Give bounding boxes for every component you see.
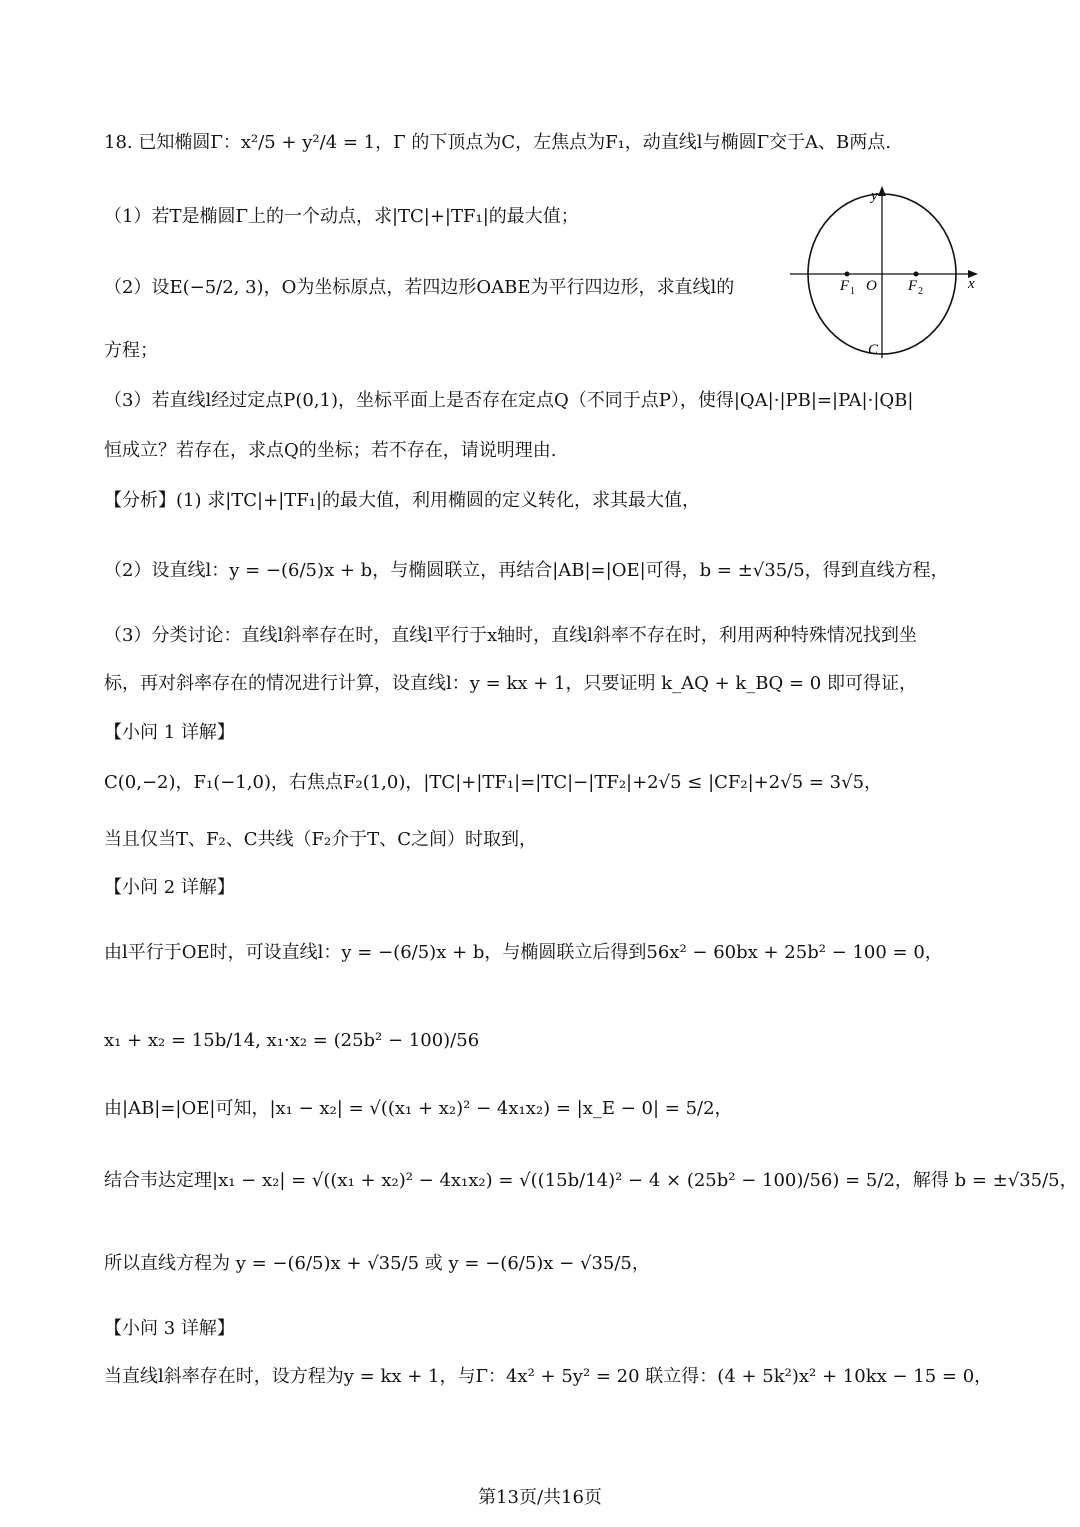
f2-label: F (908, 278, 918, 294)
analysis-1: 【分析】(1) 求|TC|+|TF₁|的最大值，利用椭圆的定义转化，求其最大值， (104, 490, 701, 511)
problem-q2a: （2）设E(−5/2, 3)，O为坐标原点，若四边形OABE为平行四边形，求直线l的 (104, 277, 735, 298)
solution-2-line-4: 结合韦达定理|x₁ − x₂| = √((x₁ + x₂)² − 4x₁x₂) = √((15b/14)² − 4 × (25b² − 100)/56) = 5/2，解得 b = ±√35/5， (104, 1170, 1078, 1191)
problem-intro: 18. 已知椭圆Γ：x²/5 + y²/4 = 1，Γ 的下顶点为C，左焦点为F₁，动直线l与椭圆Γ交于A、B两点. (104, 132, 892, 153)
solution-2-header: 【小问 2 详解】 (104, 877, 235, 898)
f1-label: F (840, 278, 850, 294)
solution-1-line-1: C(0,−2)，F₁(−1,0)，右焦点F₂(1,0)，|TC|+|TF₁|=|TC|−|TF₂|+2√5 ≤ |CF₂|+2√5 = 3√5， (104, 772, 883, 793)
solution-3-header: 【小问 3 详解】 (104, 1318, 235, 1339)
ellipse-figure (788, 186, 988, 366)
y-axis-arrow (878, 186, 886, 196)
vertex-c-label: C (868, 342, 879, 358)
f2-subscript: 2 (918, 286, 923, 297)
solution-1-line-2: 当且仅当T、F₂、C共线（F₂介于T、C之间）时取到， (104, 829, 537, 850)
problem-q2b: 方程； (104, 340, 158, 361)
f1-subscript: 1 (850, 286, 855, 297)
x-axis-label: x (968, 276, 975, 292)
problem-q3b: 恒成立？若存在，求点Q的坐标；若不存在，请说明理由. (104, 440, 557, 461)
focus-f2-point (914, 272, 919, 277)
solution-2-line-1: 由l平行于OE时，可设直线l：y = −(6/5)x + b，与椭圆联立后得到56x² − 60bx + 25b² − 100 = 0， (104, 942, 943, 963)
problem-q3a: （3）若直线l经过定点P(0,1)，坐标平面上是否存在定点Q（不同于点P），使得|QA|·|PB|=|PA|·|QB| (104, 390, 914, 411)
solution-1-header: 【小问 1 详解】 (104, 722, 235, 743)
page-footer: 第13页/共16页 (478, 1487, 602, 1508)
origin-label: O (866, 278, 877, 294)
solution-2-line-5: 所以直线方程为 y = −(6/5)x + √35/5 或 y = −(6/5)x − √35/5， (104, 1253, 650, 1274)
focus-f1-point (845, 272, 850, 277)
solution-2-line-2: x₁ + x₂ = 15b/14, x₁·x₂ = (25b² − 100)/56 (104, 1030, 480, 1051)
analysis-3b: 标，再对斜率存在的情况进行计算，设直线l：y = kx + 1，只要证明 k_AQ + k_BQ = 0 即可得证， (104, 673, 917, 694)
solution-3-line-1: 当直线l斜率存在时，设方程为y = kx + 1，与Γ：4x² + 5y² = 20 联立得：(4 + 5k²)x² + 10kx − 15 = 0， (104, 1366, 993, 1387)
problem-q1: （1）若T是椭圆Γ上的一个动点，求|TC|+|TF₁|的最大值； (104, 206, 579, 227)
y-axis-label: y (871, 188, 878, 204)
analysis-2: （2）设直线l：y = −(6/5)x + b，与椭圆联立，再结合|AB|=|OE|可得，b = ±√35/5，得到直线方程， (104, 560, 949, 581)
solution-2-line-3: 由|AB|=|OE|可知，|x₁ − x₂| = √((x₁ + x₂)² − 4x₁x₂) = |x_E − 0| = 5/2， (104, 1098, 733, 1119)
analysis-3a: （3）分类讨论：直线l斜率存在时，直线l平行于x轴时，直线l斜率不存在时，利用两种特殊情况找到坐 (104, 625, 917, 646)
